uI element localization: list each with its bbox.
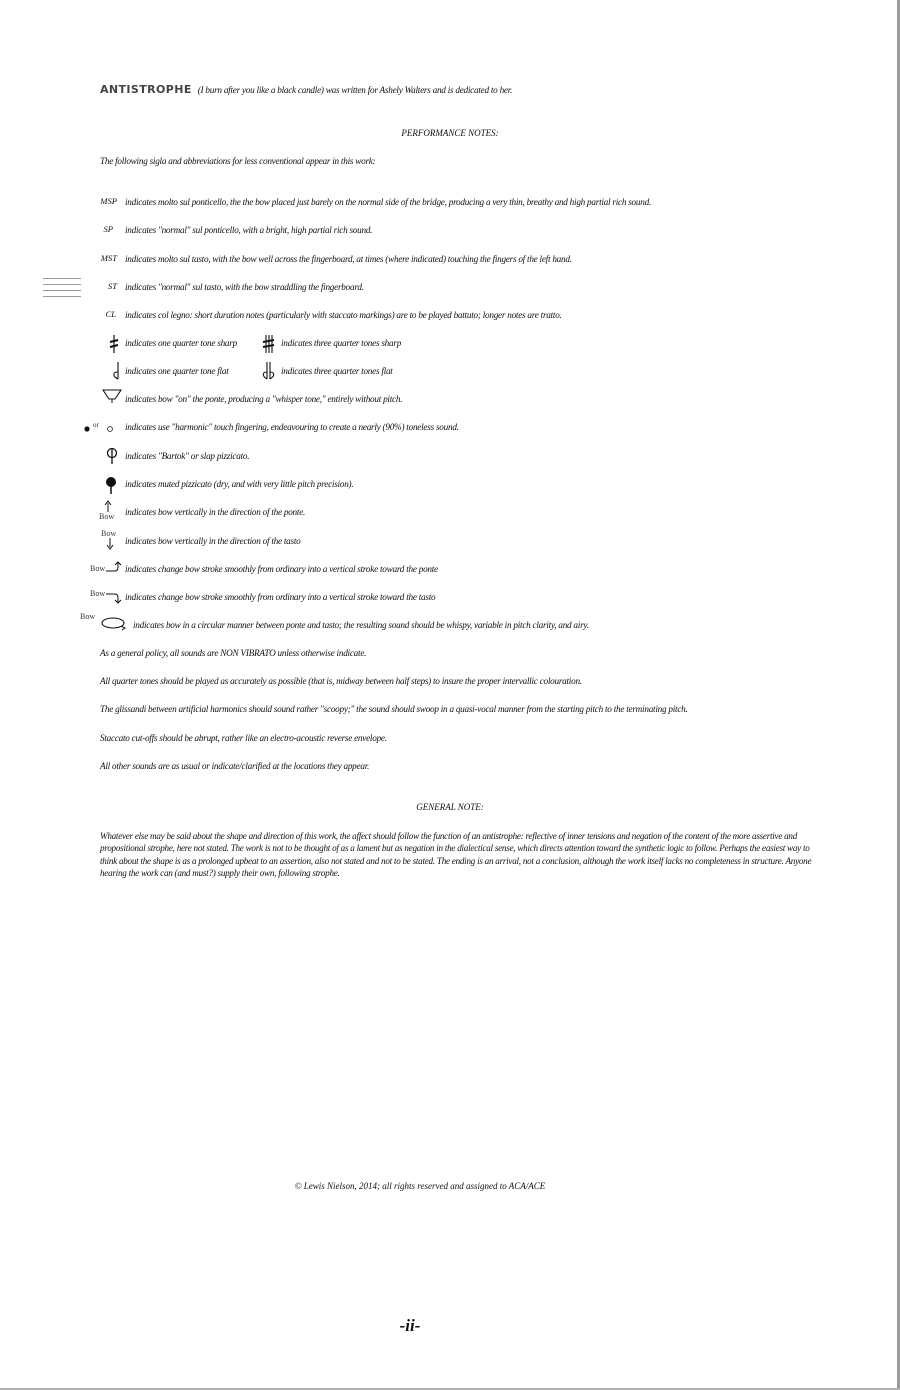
general-note-heading: GENERAL NOTE: <box>416 802 484 812</box>
whisper-tone-icon <box>102 388 122 404</box>
work-title: ANTISTROPHE <box>100 83 192 96</box>
quarter-flat-text: indicates one quarter tone flat <box>125 366 229 376</box>
bartok-pizzicato-icon <box>106 446 118 466</box>
bow-up-ponte-label: Bow <box>99 512 115 521</box>
sigla-msp-text: indicates molto sul ponticello, the the bow placed just barely on the normal side of the bridge, producing a very thin, breathy and high partial rich sound. <box>125 197 651 207</box>
bow-change-ponte-text: indicates change bow stroke smoothly from ordinary into a vertical stroke toward the ponte <box>125 564 438 574</box>
sidebar-toggle-icon[interactable] <box>43 278 81 302</box>
whisper-tone-text: indicates bow "on" the ponte, producing a "whisper tone," entirely without pitch. <box>125 394 403 404</box>
bow-change-ponte-icon <box>106 561 122 575</box>
harmonic-touch-text: indicates use "harmonic" touch fingering, endeavouring to create a nearly (90%) toneless sound. <box>125 422 459 432</box>
quarter-sharp-text: indicates one quarter tone sharp <box>125 338 237 348</box>
policy-quarter-tones: All quarter tones should be played as accurately as possible (that is, midway between half steps) to insure the proper intervallic colouration. <box>100 676 582 686</box>
sigla-st-text: indicates "normal" sul tasto, with the bow straddling the fingerboard. <box>125 282 364 292</box>
filled-note-icon <box>83 425 91 433</box>
sigla-st: ST <box>107 281 117 291</box>
bow-change-tasto-label: Bow <box>90 589 106 598</box>
bow-circular-label: Bow <box>80 612 96 621</box>
policy-non-vibrato: As a general policy, all sounds are NON VIBRATO unless otherwise indicate. <box>100 648 367 658</box>
title-line <box>100 83 512 96</box>
sigla-mst-text: indicates molto sul tasto, with the bow well across the fingerboard, at times (where indicated) touching the fingers of the left hand. <box>125 254 572 264</box>
bow-change-tasto-icon <box>106 590 122 604</box>
sigla-sp: SP <box>103 224 113 234</box>
quarter-sharp-icon <box>109 334 119 354</box>
muted-pizzicato-text: indicates muted pizzicato (dry, and with very little pitch precision). <box>125 479 354 489</box>
copyright-line: © Lewis Nielson, 2014; all rights reserved and assigned to ACA/ACE <box>294 1181 546 1191</box>
bow-down-tasto-icon <box>105 538 115 550</box>
performance-notes-heading: PERFORMANCE NOTES: <box>401 128 499 138</box>
sigla-mst: MST <box>100 253 117 263</box>
bow-change-tasto-text: indicates change bow stroke smoothly from ordinary into a vertical stroke toward the tasto <box>125 592 436 602</box>
three-quarter-sharp-text: indicates three quarter tones sharp <box>281 338 402 348</box>
three-quarter-flat-icon <box>261 361 277 381</box>
bartok-pizzicato-text: indicates "Bartok" or slap pizzicato. <box>125 451 250 461</box>
bow-circular-text: indicates bow in a circular manner between ponte and tasto; the resulting sound should be whispy, variable in pitch clarity, and airy. <box>133 620 589 630</box>
three-quarter-sharp-icon <box>262 334 275 354</box>
policy-glissandi: The glissandi between artificial harmonics should sound rather "scoopy;" the sound should swoop in a quasi-vocal manner from the starting pitch to the terminating pitch. <box>100 704 688 714</box>
harmonic-touch-icon <box>106 425 114 433</box>
bow-down-tasto-label: Bow <box>101 529 117 538</box>
bow-change-ponte-label: Bow <box>90 564 106 573</box>
policy-staccato: Staccato cut-offs should be abrupt, rather like an electro-acoustic reverse envelope. <box>100 733 387 743</box>
sigla-msp: MSP <box>100 196 117 206</box>
harmonic-or-label: or <box>93 421 99 429</box>
three-quarter-flat-text: indicates three quarter tones flat <box>281 366 393 376</box>
policy-other-sounds: All other sounds are as usual or indicate/clarified at the locations they appear. <box>100 761 370 771</box>
bow-up-ponte-text: indicates bow vertically in the direction of the ponte. <box>125 507 306 517</box>
sigla-cl-text: indicates col legno: short duration notes (particularly with staccato markings) are to be played battuto; longer notes are tratto. <box>125 310 562 320</box>
dedication-text: (I burn after you like a black candle) was written for Ashely Walters and is dedicated to her. <box>197 85 513 95</box>
intro-text: The following sigla and abbreviations for less conventional appear in this work: <box>100 156 376 166</box>
quarter-flat-icon <box>110 361 122 381</box>
bow-down-tasto-text: indicates bow vertically in the direction of the tasto <box>125 536 301 546</box>
bow-circular-icon <box>100 615 128 631</box>
bow-up-ponte-icon <box>103 500 113 512</box>
muted-pizzicato-icon <box>105 474 117 496</box>
sigla-sp-text: indicates "normal" sul ponticello, with a bright, high partial rich sound. <box>125 225 373 235</box>
general-note-body: Whatever else may be said about the shape and direction of this work, the affect should follow the function of an antistrophe: reflective of inner tensions and negation of the content of the more assertive and propositional strophe, here not stated. The work is not to be thought of as a lament but as negation in the dialectical sense, which directs attention toward the synthetic logic to follow. Perhaps the easiest way to think about the shape is as a prolonged upbeat to an assertion, also not stated and not to be stated. The ending is an arrival, not a conclusion, although the work itself lacks no completeness in structure. Anyone hearing the work can (and must?) supply their own, following strophe. <box>100 831 812 878</box>
page-number: -ii- <box>399 1316 421 1335</box>
sigla-cl: CL <box>105 309 116 319</box>
